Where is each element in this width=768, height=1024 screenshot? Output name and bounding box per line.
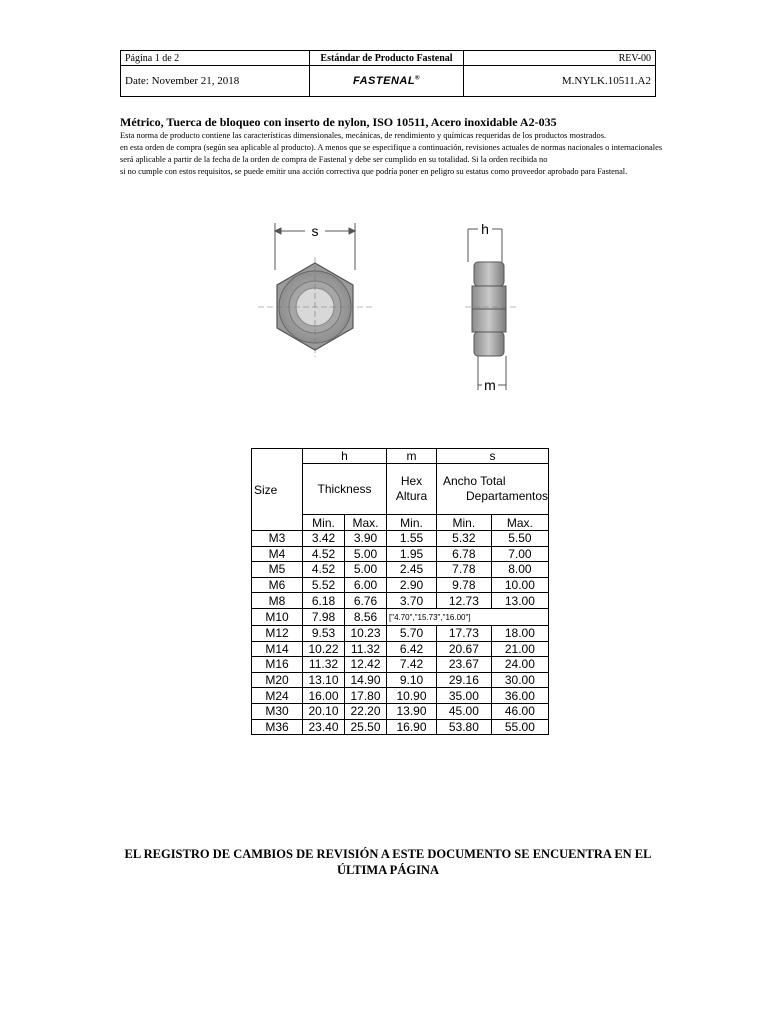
revision: REV-00 (464, 51, 656, 66)
value-cell: 30.00 (491, 672, 548, 688)
col-h: h (303, 449, 387, 464)
intro-text (120, 130, 680, 178)
s-max-header: Max. (491, 515, 548, 531)
table-body (252, 531, 549, 735)
size-cell: M10 (252, 608, 303, 625)
size-cell: M20 (252, 672, 303, 688)
value-cell: 21.00 (491, 641, 548, 657)
size-header: Size (252, 449, 303, 531)
value-cell: 3.70 (387, 593, 437, 609)
value-cell: 2.90 (387, 577, 437, 593)
value-cell: 23.67 (437, 657, 492, 673)
value-cell: 13.10 (303, 672, 345, 688)
size-cell: M12 (252, 625, 303, 641)
value-cell: 12.42 (345, 657, 387, 673)
value-cell: 17.73 (437, 625, 492, 641)
value-cell: 6.78 (437, 546, 492, 562)
size-cell: M24 (252, 688, 303, 704)
table-row (252, 657, 549, 673)
value-cell: 5.52 (303, 577, 345, 593)
s-min-header: Min. (437, 515, 492, 531)
nut-side-view (465, 262, 518, 356)
value-cell: 5.32 (437, 531, 492, 547)
value-cell: 3.42 (303, 531, 345, 547)
intro-line: será aplicable a partir de la fecha de la orden de compra de Fastenal y debe ser cumplido en su totalidad. Si la orden recibida no (120, 155, 548, 164)
value-cell: 8.56 (345, 608, 387, 625)
table-row (252, 688, 549, 704)
value-cell: 5.50 (491, 531, 548, 547)
value-cell: 22.20 (345, 703, 387, 719)
value-cell: 13.90 (387, 703, 437, 719)
value-cell: 36.00 (491, 688, 548, 704)
size-cell: M30 (252, 703, 303, 719)
m-min-header: Min. (387, 515, 437, 531)
table-row (252, 577, 549, 593)
footer-notice (118, 846, 658, 878)
value-cell: 14.90 (345, 672, 387, 688)
value-cell: 5.00 (345, 546, 387, 562)
value-cell: 16.00 (303, 688, 345, 704)
intro-line: Esta norma de producto contiene las características dimensionales, mecánicas, de rendimiento y químicas requeridas de los productos mostrados. (120, 131, 607, 140)
table-row (252, 641, 549, 657)
page-title: Métrico, Tuerca de bloqueo con inserto de nylon, ISO 10511, Acero inoxidable A2-035 (120, 115, 557, 129)
table-row (252, 625, 549, 641)
size-cell: M36 (252, 719, 303, 735)
value-cell: 23.40 (303, 719, 345, 735)
page-number: Página 1 de 2 (121, 51, 310, 66)
dimensions-table (251, 448, 549, 735)
value-cell: 6.18 (303, 593, 345, 609)
value-cell: 53.80 (437, 719, 492, 735)
value-cell: 2.45 (387, 562, 437, 578)
label-s: s (311, 223, 319, 239)
label-h: h (481, 221, 489, 237)
value-cell: 4.52 (303, 546, 345, 562)
footer-line: EL REGISTRO DE CAMBIOS DE REVISIÓN A ESTE DOCUMENTO SE ENCUENTRA EN EL (124, 847, 652, 861)
size-cell: M8 (252, 593, 303, 609)
value-cell: 55.00 (491, 719, 548, 735)
value-cell: 7.00 (491, 546, 548, 562)
value-cell: 18.00 (491, 625, 548, 641)
value-cell: 45.00 (437, 703, 492, 719)
value-cell: 11.32 (303, 657, 345, 673)
value-cell: 12.73 (437, 593, 492, 609)
value-cell: 7.78 (437, 562, 492, 578)
col-m: m (387, 449, 437, 464)
value-cell: 7.42 (387, 657, 437, 673)
col-s: s (437, 449, 549, 464)
size-cell: M6 (252, 577, 303, 593)
value-cell: 24.00 (491, 657, 548, 673)
nut-front-view (258, 257, 372, 357)
thickness-header: Thickness (303, 464, 387, 515)
width-across-flats-header: Ancho Total Departamentos (437, 464, 549, 515)
value-cell: 20.67 (437, 641, 492, 657)
value-cell: 10.90 (387, 688, 437, 704)
value-cell: 6.00 (345, 577, 387, 593)
table-row (252, 562, 549, 578)
value-cell: 3.90 (345, 531, 387, 547)
table-row (252, 672, 549, 688)
m10-note: ["4.70","15.73","16.00"] (389, 612, 471, 622)
value-cell: 9.53 (303, 625, 345, 641)
table-row (252, 593, 549, 609)
table-row (252, 703, 549, 719)
value-cell: 46.00 (491, 703, 548, 719)
value-cell: 25.50 (345, 719, 387, 735)
value-cell: 4.52 (303, 562, 345, 578)
value-cell: 10.22 (303, 641, 345, 657)
nut-drawing (250, 215, 530, 400)
size-cell: M14 (252, 641, 303, 657)
fastenal-logo: FASTENAL® (310, 66, 464, 97)
footer-line: ÚLTIMA PÁGINA (337, 863, 439, 877)
table-row (252, 546, 549, 562)
value-cell: 11.32 (345, 641, 387, 657)
value-cell: 1.55 (387, 531, 437, 547)
value-cell: 20.10 (303, 703, 345, 719)
value-cell: 9.10 (387, 672, 437, 688)
h-max-header: Max. (345, 515, 387, 531)
value-cell: 29.16 (437, 672, 492, 688)
table-row (252, 531, 549, 547)
size-cell: M16 (252, 657, 303, 673)
value-cell: 5.70 (387, 625, 437, 641)
value-cell: 6.42 (387, 641, 437, 657)
value-cell: 10.00 (491, 577, 548, 593)
table-row (252, 608, 549, 625)
doc-code: M.NYLK.10511.A2 (464, 66, 656, 97)
label-m: m (484, 377, 496, 393)
value-cell: 17.80 (345, 688, 387, 704)
table-row (252, 719, 549, 735)
hex-height-header: Hex Altura (387, 464, 437, 515)
size-cell: M4 (252, 546, 303, 562)
value-cell: 1.95 (387, 546, 437, 562)
intro-line: si no cumple con estos requisitos, se puede emitir una acción correctiva que podría poner en peligro su estatus como proveedor aprobado para Fastenal. (120, 167, 628, 176)
h-min-header: Min. (303, 515, 345, 531)
value-cell: 8.00 (491, 562, 548, 578)
size-cell: M5 (252, 562, 303, 578)
document-header (120, 50, 656, 97)
value-cell: 7.98 (303, 608, 345, 625)
doc-title: Estándar de Producto Fastenal (310, 51, 464, 66)
value-cell: 16.90 (387, 719, 437, 735)
size-cell: M3 (252, 531, 303, 547)
value-cell: 9.78 (437, 577, 492, 593)
value-cell: 10.23 (345, 625, 387, 641)
value-cell: 35.00 (437, 688, 492, 704)
intro-line: en esta orden de compra (según sea aplicable al producto). A menos que se especifique a continuación, revisiones actuales de normas nacionales o internacionales (120, 143, 663, 152)
value-cell: 5.00 (345, 562, 387, 578)
doc-date: Date: November 21, 2018 (121, 66, 310, 97)
m10-note-cell (387, 608, 549, 625)
value-cell: 13.00 (491, 593, 548, 609)
value-cell: 6.76 (345, 593, 387, 609)
